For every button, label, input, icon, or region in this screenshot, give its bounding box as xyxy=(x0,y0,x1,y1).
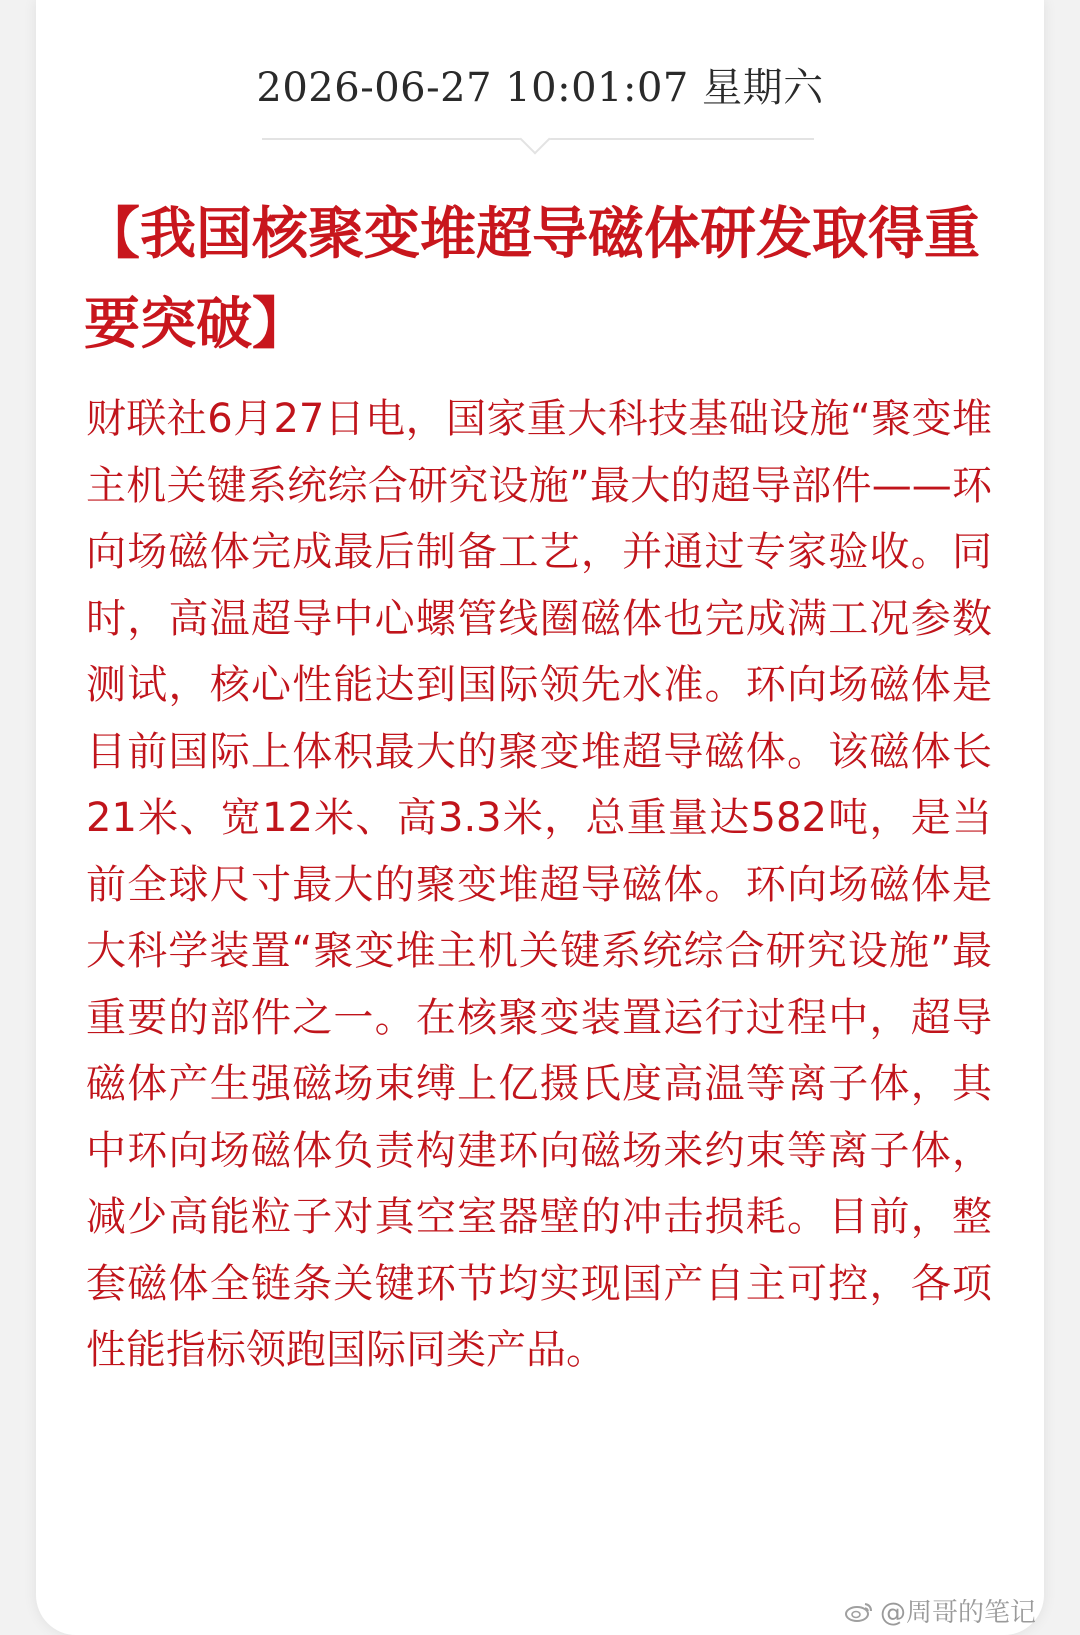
watermark xyxy=(844,1592,1036,1629)
article-headline: 【我国核聚变堆超导磁体研发取得重要突破】 xyxy=(84,202,980,357)
weibo-icon xyxy=(844,1600,874,1622)
watermark-text: @周哥的笔记 xyxy=(879,1598,1036,1628)
datetime-label: 2026-06-27 10:01:07 星期六 xyxy=(256,65,824,111)
article-body: 财联社6月27日电，国家重大科技基础设施“聚变堆主机关键系统综合研究设施”最大的超导部件——环向场磁体完成最后制备工艺，并通过专家验收。同时，高温超导中心螺管线圈磁体也完成满工况参数测试，核心性能达到国际领先水准。环向场磁体是目前国际上体积最大的聚变堆超导磁体。该磁体长21米、宽12米、高3.3米，总重量达582吨，是当前全球尺寸最大的聚变堆超导磁体。环向场磁体是大科学装置“聚变堆主机关键系统综合研究设施”最重要的部件之一。在核聚变装置运行过程中，超导磁体产生强磁场束缚上亿摄氏度高温等离子体，其中环向场磁体负责构建环向磁场来约束等离子体，减少高能粒子对真空室器壁的冲击损耗。目前，整套磁体全链条关键环节均实现国产自主可控，各项性能指标领跑国际同类产品。 xyxy=(86,396,992,1373)
